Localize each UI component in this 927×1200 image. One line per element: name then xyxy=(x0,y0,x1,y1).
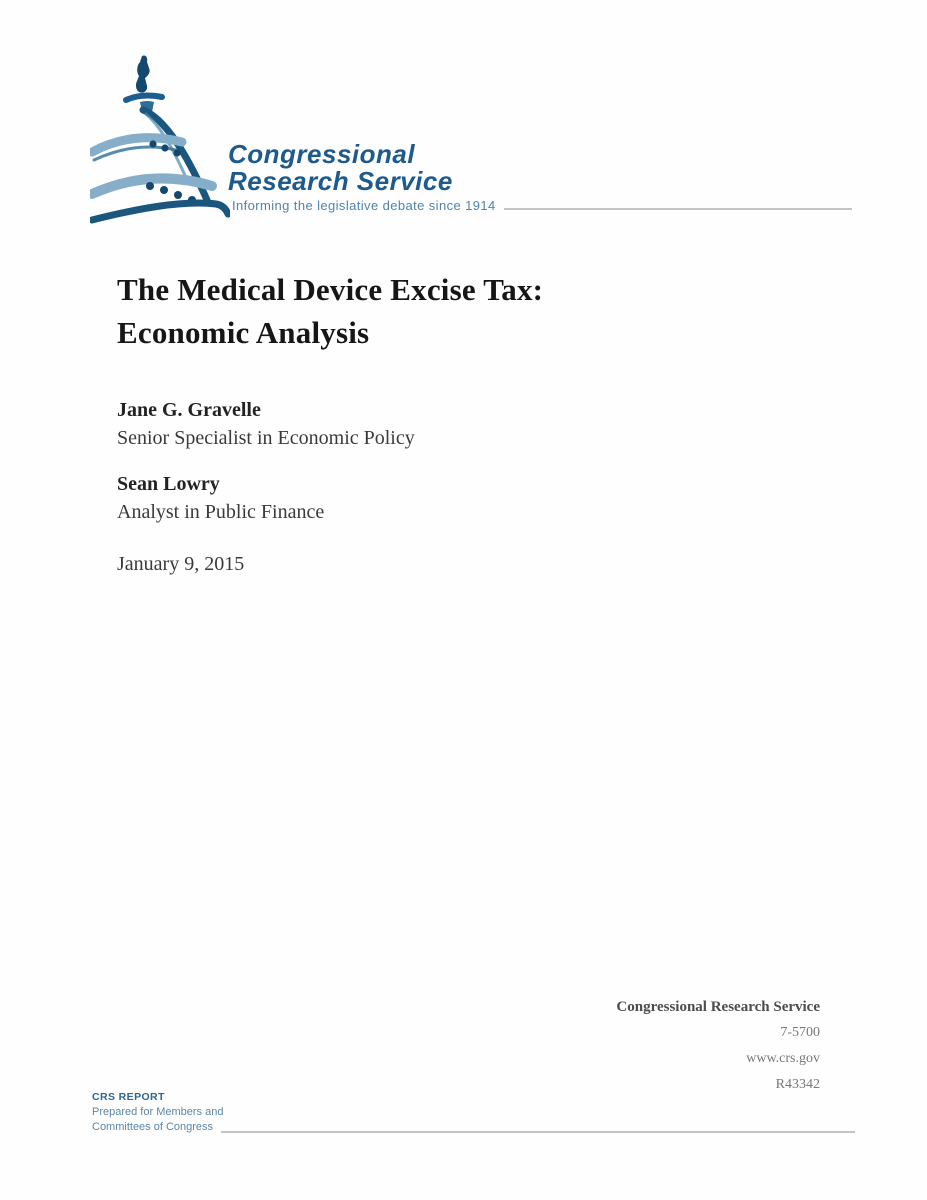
logo-org-line2: Research Service xyxy=(228,166,453,196)
footer-prepared-line1: Prepared for Members and xyxy=(92,1106,224,1118)
footer-report-label: CRS REPORT xyxy=(92,1091,165,1103)
footer-divider-line xyxy=(221,1131,855,1133)
author-block-1 xyxy=(117,396,617,452)
logo-wordmark xyxy=(228,141,852,195)
footer-report-block xyxy=(92,1090,855,1135)
author-name: Sean Lowry xyxy=(117,473,220,495)
logo-org-line1: Congressional xyxy=(228,139,416,169)
report-date: January 9, 2015 xyxy=(117,553,245,575)
footer-website: www.crs.gov xyxy=(746,1051,820,1066)
header-divider-line xyxy=(504,208,852,210)
report-title-line2: Economic Analysis xyxy=(117,315,370,350)
footer-report-number: R43342 xyxy=(775,1077,820,1092)
capitol-dome-icon xyxy=(90,52,230,228)
logo-tagline: Informing the legislative debate since 1914 xyxy=(232,198,496,213)
report-title xyxy=(117,268,817,354)
author-block-2 xyxy=(117,470,617,526)
author-role: Analyst in Public Finance xyxy=(117,501,325,523)
footer-org-name: Congressional Research Service xyxy=(616,999,820,1015)
footer-phone: 7-5700 xyxy=(780,1025,820,1040)
footer-contact-block xyxy=(616,994,820,1098)
logo-text-block xyxy=(228,141,852,213)
author-role: Senior Specialist in Economic Policy xyxy=(117,427,415,449)
author-name: Jane G. Gravelle xyxy=(117,399,261,421)
footer-prepared-line2: Committees of Congress xyxy=(92,1121,214,1133)
report-title-line1: The Medical Device Excise Tax: xyxy=(117,272,544,307)
